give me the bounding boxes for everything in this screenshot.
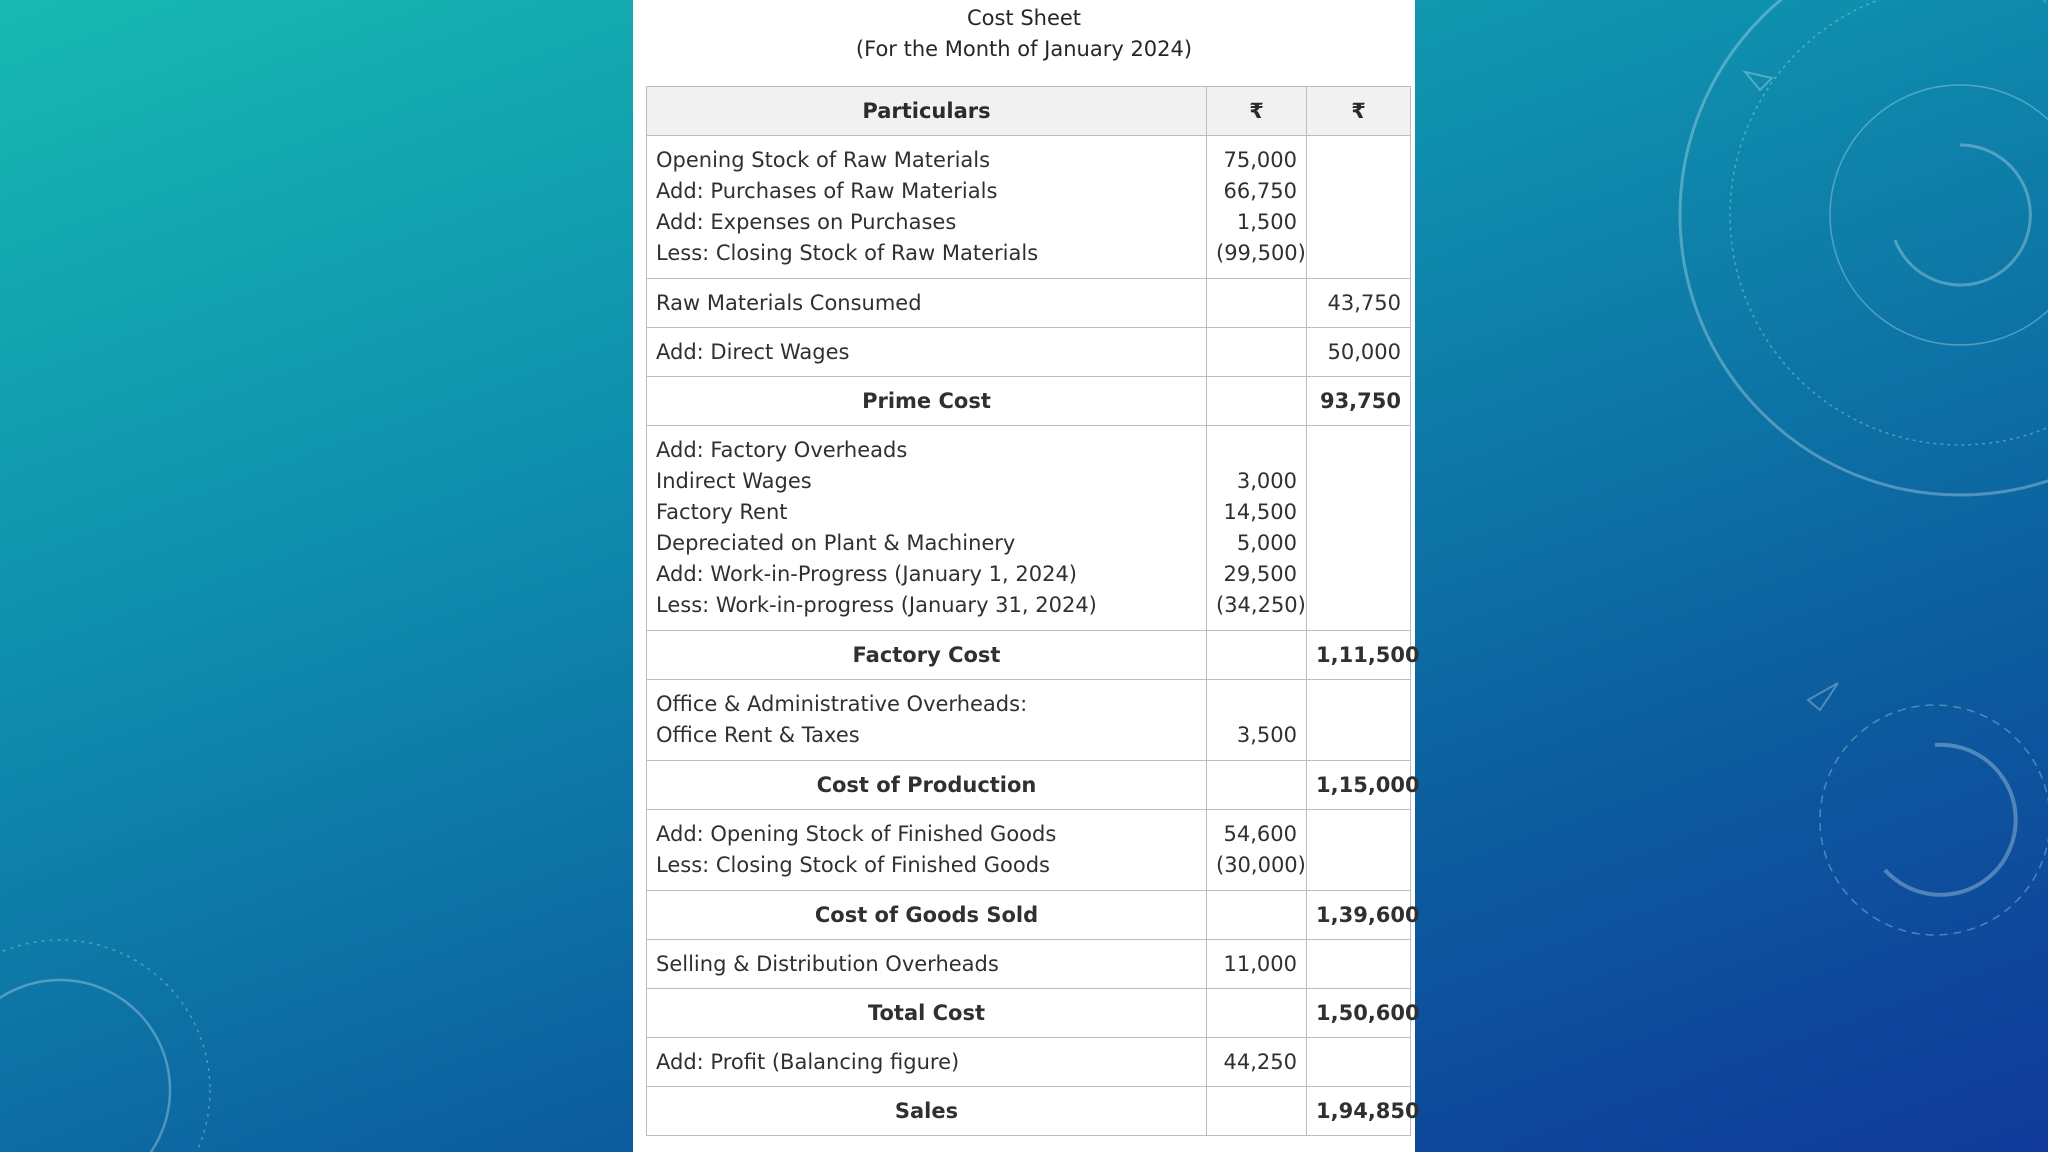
particulars-cell — [647, 1038, 1207, 1087]
document-subtitle: (For the Month of January 2024) — [855, 37, 1193, 61]
amount-cell-line: (30,000) — [1216, 853, 1306, 877]
total-amount-cell — [1307, 1038, 1411, 1087]
amount-cell — [1207, 761, 1307, 810]
total-row — [647, 377, 1411, 426]
table-row — [647, 328, 1411, 377]
total-row — [647, 631, 1411, 680]
total-amount-cell — [1307, 810, 1411, 891]
particulars-cell-line: Less: Closing Stock of Finished Goods — [656, 853, 1050, 877]
amount-cell — [1207, 631, 1307, 680]
amount-cell-line: 54,600 — [1223, 822, 1297, 846]
amount-cell — [1207, 377, 1307, 426]
total-amount-cell — [1307, 631, 1420, 680]
amount-cell-line: 66,750 — [1223, 179, 1297, 203]
particulars-cell — [647, 328, 1207, 377]
amount-cell — [1207, 680, 1307, 761]
particulars-cell — [647, 989, 1207, 1038]
total-amount-cell — [1307, 426, 1411, 631]
amount-cell — [1207, 989, 1307, 1038]
particulars-cell-line: Sales — [894, 1098, 959, 1123]
amount-cell — [1207, 279, 1307, 328]
particulars-cell-line: Add: Profit (Balancing figure) — [656, 1049, 960, 1074]
total-amount-cell-line: 1,15,000 — [1316, 772, 1420, 797]
document-title: Cost Sheet — [966, 6, 1082, 30]
amount-cell-line: (34,250) — [1216, 593, 1306, 617]
rupee-column-1-header: ₹ — [1207, 87, 1307, 136]
amount-cell — [1207, 940, 1307, 989]
particulars-cell-line: Cost of Production — [816, 772, 1037, 797]
amount-cell — [1207, 810, 1307, 891]
amount-cell — [1207, 328, 1307, 377]
table-header-row — [647, 87, 1411, 136]
amount-cell-line: 75,000 — [1223, 148, 1297, 172]
total-amount-cell — [1307, 761, 1420, 810]
particulars-cell-line: Less: Closing Stock of Raw Materials — [656, 241, 1039, 265]
total-amount-cell — [1307, 891, 1420, 940]
particulars-cell — [647, 891, 1207, 940]
table-row — [647, 680, 1411, 761]
particulars-cell-line: Add: Work-in-Progress (January 1, 2024) — [656, 562, 1078, 586]
particulars-cell — [647, 377, 1207, 426]
amount-cell-line: 14,500 — [1223, 500, 1297, 524]
total-row — [647, 1087, 1411, 1136]
particulars-cell-line: Cost of Goods Sold — [814, 902, 1039, 927]
total-row — [647, 989, 1411, 1038]
particulars-cell — [647, 279, 1207, 328]
total-amount-cell — [1307, 1087, 1420, 1136]
total-amount-cell — [1307, 940, 1411, 989]
table-body — [647, 136, 1420, 1136]
particulars-cell — [647, 426, 1207, 631]
table-row — [647, 136, 1411, 279]
total-amount-cell — [1307, 136, 1411, 279]
amount-cell-line: 3,000 — [1236, 469, 1297, 493]
particulars-cell-line: Office & Administrative Overheads: — [656, 692, 1028, 716]
total-amount-cell-line: 50,000 — [1327, 339, 1401, 364]
table-row — [647, 426, 1411, 631]
particulars-cell-line: Raw Materials Consumed — [656, 290, 922, 315]
amount-cell-line — [1216, 435, 1297, 466]
particulars-cell-line: Add: Opening Stock of Finished Goods — [656, 822, 1057, 846]
amount-cell — [1207, 136, 1307, 279]
particulars-cell-line: Selling & Distribution Overheads — [656, 951, 999, 976]
total-amount-cell-line: 1,94,850 — [1316, 1098, 1420, 1123]
cost-sheet-document — [633, 0, 1420, 1152]
amount-cell-line: 29,500 — [1223, 562, 1297, 586]
particulars-cell-line: Add: Factory Overheads — [656, 438, 908, 462]
particulars-cell-line: Office Rent & Taxes — [656, 723, 860, 747]
particulars-cell-line: Factory Rent — [656, 500, 788, 524]
document-header — [633, 0, 1415, 65]
table-row — [647, 940, 1411, 989]
table-row — [647, 810, 1411, 891]
particulars-cell-line: Indirect Wages — [656, 469, 812, 493]
total-amount-cell — [1307, 680, 1411, 761]
total-amount-cell — [1307, 279, 1411, 328]
table-row — [647, 279, 1411, 328]
particulars-cell-line: Total Cost — [867, 1000, 986, 1025]
total-amount-cell-line: 93,750 — [1319, 388, 1401, 413]
rupee-column-2-header: ₹ — [1307, 87, 1411, 136]
total-amount-cell-line: 43,750 — [1327, 290, 1401, 315]
particulars-cell — [647, 761, 1207, 810]
particulars-cell — [647, 136, 1207, 279]
amount-cell-line: 3,500 — [1236, 723, 1297, 747]
particulars-cell-line: Opening Stock of Raw Materials — [656, 148, 991, 172]
particulars-cell-line: Add: Expenses on Purchases — [656, 210, 957, 234]
particulars-cell — [647, 631, 1207, 680]
total-amount-cell — [1307, 989, 1420, 1038]
total-amount-cell — [1307, 377, 1411, 426]
particulars-cell — [647, 680, 1207, 761]
total-row — [647, 761, 1411, 810]
particulars-cell-line: Prime Cost — [862, 388, 991, 413]
amount-cell — [1207, 1038, 1307, 1087]
particulars-cell — [647, 810, 1207, 891]
total-amount-cell-line: 1,39,600 — [1316, 902, 1420, 927]
particulars-cell — [647, 1087, 1207, 1136]
amount-cell — [1207, 426, 1307, 631]
amount-cell — [1207, 1087, 1307, 1136]
table-row — [647, 1038, 1411, 1087]
particulars-header: Particulars — [647, 87, 1207, 136]
cost-sheet-table — [646, 86, 1420, 1136]
particulars-cell-line: Factory Cost — [852, 642, 1001, 667]
total-amount-cell — [1307, 328, 1411, 377]
amount-cell-line — [1216, 689, 1297, 720]
amount-cell-line: 5,000 — [1236, 531, 1297, 555]
amount-cell — [1207, 891, 1307, 940]
amount-cell-line: (99,500) — [1216, 241, 1306, 265]
amount-cell-line: 11,000 — [1223, 951, 1297, 976]
particulars-cell — [647, 940, 1207, 989]
particulars-cell-line: Add: Purchases of Raw Materials — [656, 179, 998, 203]
total-row — [647, 891, 1411, 940]
amount-cell-line: 1,500 — [1236, 210, 1297, 234]
particulars-cell-line: Add: Direct Wages — [656, 339, 850, 364]
particulars-cell-line: Depreciated on Plant & Machinery — [656, 531, 1016, 555]
particulars-cell-line: Less: Work-in-progress (January 31, 2024) — [656, 593, 1097, 617]
total-amount-cell-line: 1,50,600 — [1316, 1000, 1420, 1025]
amount-cell-line: 44,250 — [1223, 1049, 1297, 1074]
total-amount-cell-line: 1,11,500 — [1316, 642, 1420, 667]
